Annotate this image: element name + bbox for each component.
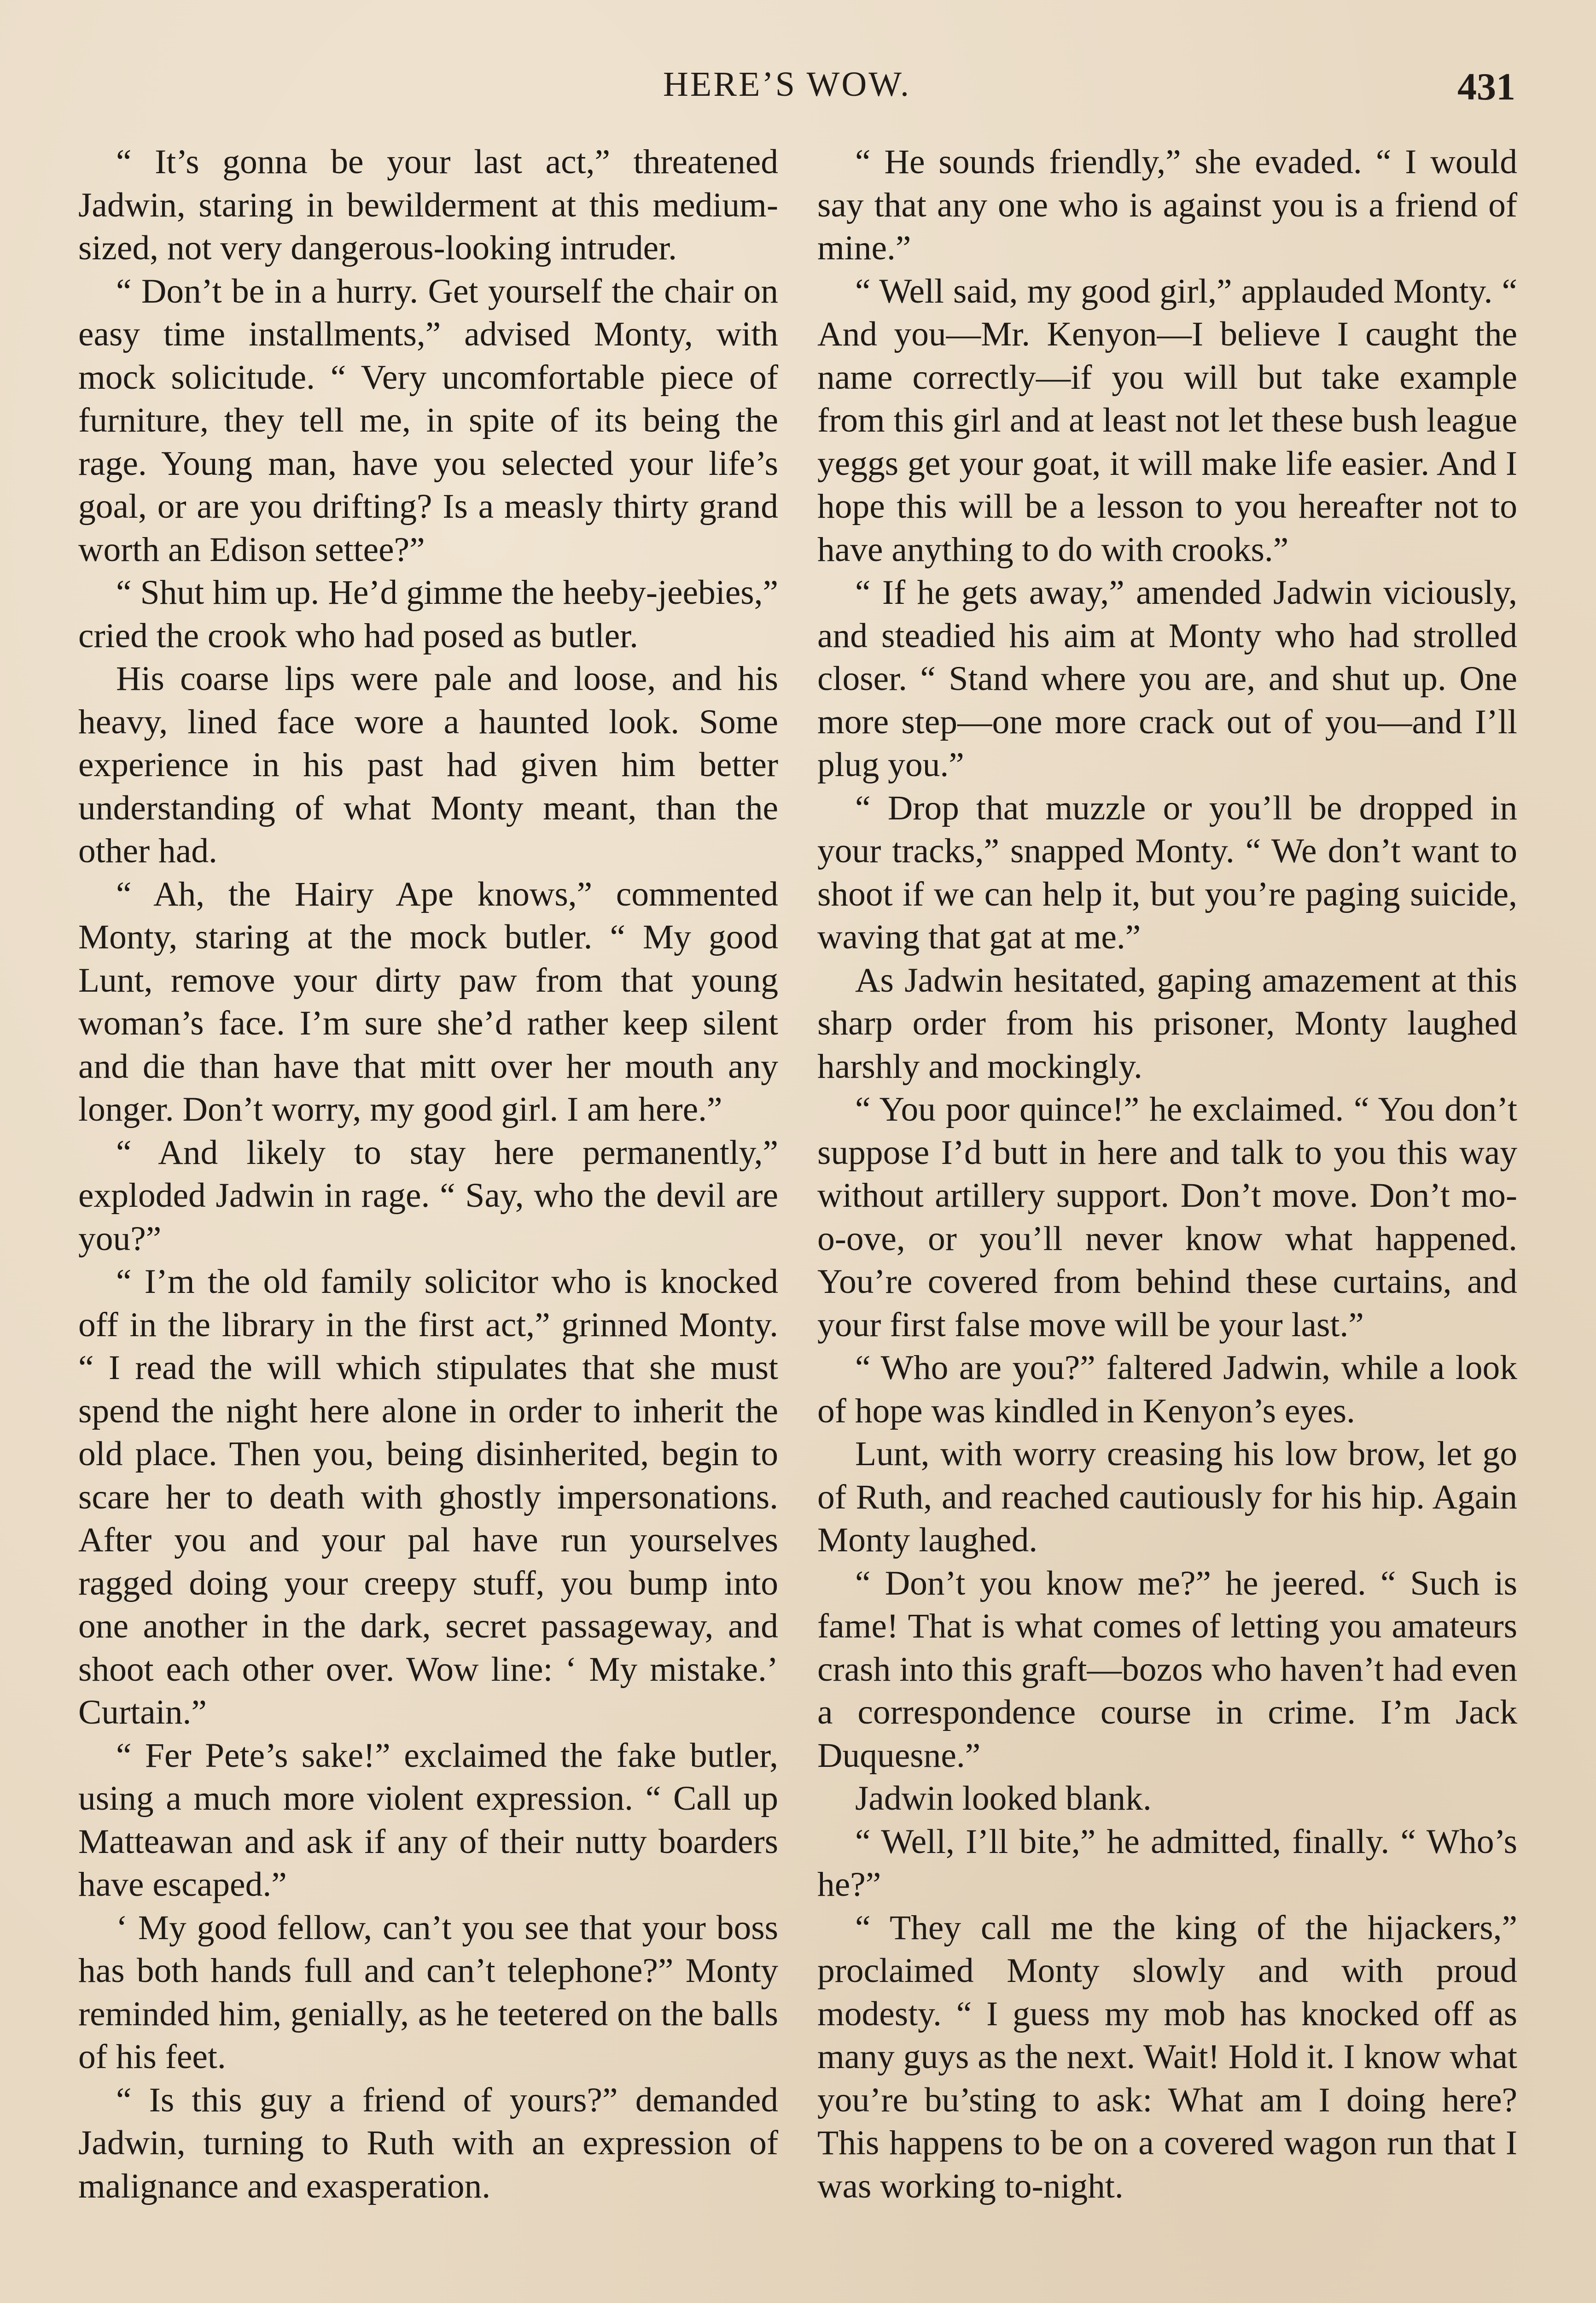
- paragraph: “ Shut him up. He’d gimme the heeby-jeebies,” cried the crook who had posed as butler.: [78, 573, 778, 655]
- paragraph: His coarse lips were pale and loose, and his heavy, lined face wore a haunted look. Some experience in his past had given him better understanding of what Monty meant, than the other had.: [78, 660, 778, 870]
- left-column: [78, 140, 778, 2208]
- paragraph: “ Fer Pete’s sake!” exclaimed the fake butler, using a much more violent expression. “ Call up Matteawan and ask if any of their nutty boarders have escaped.”: [78, 1736, 778, 1904]
- paragraph: As Jadwin hesitated, gaping amazement at this sharp order from his prisoner, Monty laughed harshly and mockingly.: [817, 961, 1517, 1086]
- paragraph: “ They call me the king of the hijackers,” proclaimed Monty slowly and with proud modesty. “ I guess my mob has knocked off as many guys as the next. Wait! Hold it. I know what you’re bu’sting to ask: What am I doing here? This happens to be on a covered wagon run that I was working to-night.: [817, 1908, 1517, 2205]
- paragraph: “ If he gets away,” amended Jadwin viciously, and steadied his aim at Monty who had strolled closer. “ Stand where you are, and shut up. One more step—one more crack out of you—and I’ll plug you.”: [817, 573, 1517, 784]
- paragraph: “ Don’t be in a hurry. Get yourself the chair on easy time installments,” advised Monty, with mock solicitude. “ Very uncomfortable piece of furniture, they tell me, in spite of its being the rage. Young man, have you selected your life’s goal, or are you drifting? Is a measly thirty grand worth an Edison settee?”: [78, 272, 778, 569]
- paragraph: “ And likely to stay here permanently,” exploded Jadwin in rage. “ Say, who the devil are you?”: [78, 1133, 778, 1258]
- paragraph: “ I’m the old family solicitor who is knocked off in the library in the first act,” grinned Monty. “ I read the will which stipulates that she must spend the night here alone in order to inherit the old place. Then you, being disinherited, begin to scare her to death with ghostly impersonations. After you and your pal have run yourselves ragged doing your creepy stuff, you bump into one another in the dark, secret passageway, and shoot each other over. Wow line: ‘ My mistake.’ Curtain.”: [78, 1263, 778, 1731]
- paragraph: “ Don’t you know me?” he jeered. “ Such is fame! That is what comes of letting you amateurs crash into this graft—bozos who haven’t had even a correspondence course in crime. I’m Jack Duquesne.”: [817, 1564, 1517, 1775]
- paragraph: “ You poor quince!” he exclaimed. “ You don’t suppose I’d butt in here and talk to you this way without artillery support. Don’t move. Don’t mo-o-ove, or you’ll never know what happened. You’re covered from behind these curtains, and your first false move will be your last.”: [817, 1090, 1517, 1344]
- paragraph: “ He sounds friendly,” she evaded. “ I would say that any one who is against you is a friend of mine.”: [817, 143, 1517, 267]
- paragraph: ‘ My good fellow, can’t you see that your boss has both hands full and can’t telephone?” Monty reminded him, genially, as he teetered on the balls of his feet.: [78, 1908, 778, 2076]
- paragraph: Lunt, with worry creasing his low brow, let go of Ruth, and reached cautiously for his hip. Again Monty laughed.: [817, 1435, 1517, 1559]
- right-column: [817, 140, 1517, 2208]
- paragraph: Jadwin looked blank.: [855, 1779, 1152, 1818]
- paragraph: “ Well, I’ll bite,” he admitted, finally. “ Who’s he?”: [817, 1822, 1517, 1904]
- paragraph: “ Drop that muzzle or you’ll be dropped in your tracks,” snapped Monty. “ We don’t want to shoot if we can help it, but you’re paging suicide, waving that gat at me.”: [817, 789, 1517, 956]
- paragraph: “ Is this guy a friend of yours?” demanded Jadwin, turning to Ruth with an expression of malignance and exasperation.: [78, 2081, 778, 2205]
- page-number: 431: [1457, 65, 1515, 108]
- paragraph: “ Well said, my good girl,” applauded Monty. “ And you—Mr. Kenyon—I believe I caught the name correctly—if you will but take example from this girl and at least not let these bush league yeggs get your goat, it will make life easier. And I hope this will be a lesson to you hereafter not to have anything to do with crooks.”: [817, 272, 1517, 569]
- paragraph: “ Who are you?” faltered Jadwin, while a look of hope was kindled in Kenyon’s eyes.: [817, 1349, 1517, 1430]
- running-head: HERE’S WOW.: [663, 65, 911, 104]
- paragraph: “ Ah, the Hairy Ape knows,” commented Monty, staring at the mock butler. “ My good Lunt, remove your dirty paw from that young woman’s face. I’m sure she’d rather keep silent and die than have that mitt over her mouth any longer. Don’t worry, my good girl. I am here.”: [78, 875, 778, 1128]
- paragraph: “ It’s gonna be your last act,” threatened Jadwin, staring in bewilderment at this medium-sized, not very dangerous-looking intruder.: [78, 143, 778, 267]
